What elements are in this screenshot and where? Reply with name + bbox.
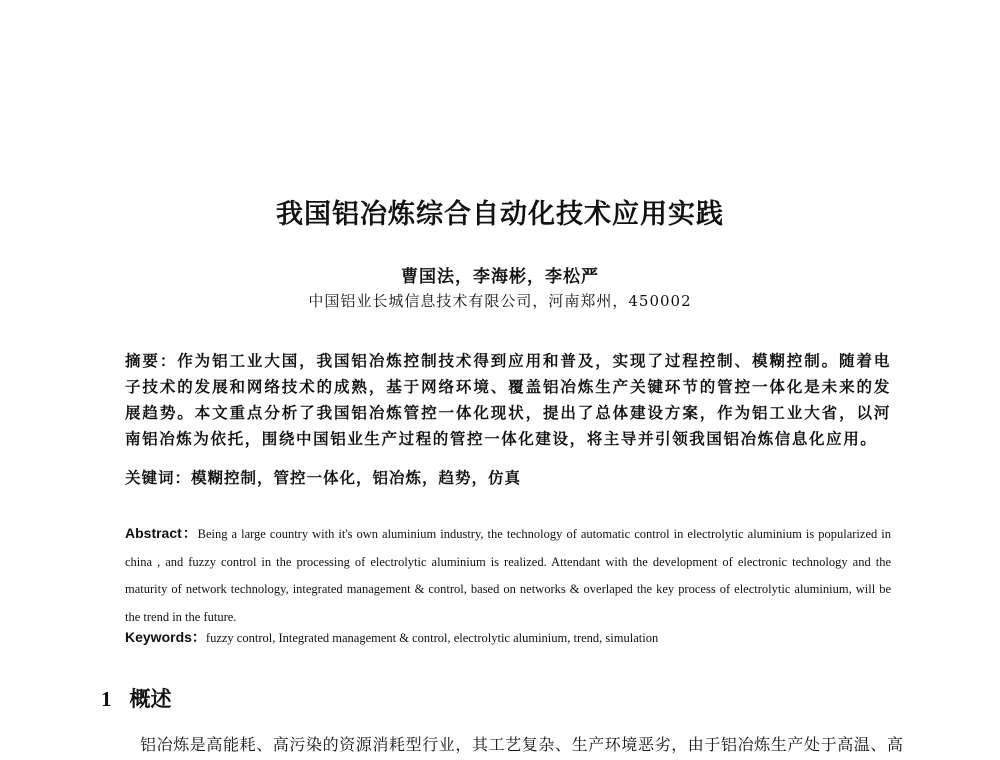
author-affiliation: 中国铝业长城信息技术有限公司，河南郑州，450002: [308, 292, 692, 310]
chinese-abstract-label: 摘要：: [125, 352, 178, 370]
english-abstract: [125, 520, 891, 631]
english-abstract-text: Being a large country with it's own aluminium industry, the technology of automatic control in electrolytic aluminium is popularized in china , and fuzzy control in the processing of electrolytic aluminium is realized. Attendant with the development of electronic technology and the maturity of network technology, integrated management & control, based on networks & overlaped the key process of electrolytic aluminium, will be the trend in the future.: [125, 527, 891, 624]
author-list: 曹国法，李海彬，李松严: [401, 267, 599, 287]
english-abstract-label: Abstract：: [125, 525, 198, 541]
chinese-keywords: [125, 466, 521, 488]
section-title: 概述: [129, 687, 172, 711]
english-keywords-text: fuzzy control, Integrated management & control, electrolytic aluminium, trend, simulation: [205, 631, 659, 645]
paper-title: 我国铝冶炼综合自动化技术应用实践: [276, 199, 724, 230]
section-heading-overview: [101, 683, 172, 713]
chinese-keywords-label: 关键词：: [125, 469, 192, 487]
chinese-keywords-text: 模糊控制，管控一体化，铝冶炼，趋势，仿真: [191, 468, 522, 487]
chinese-abstract: [125, 348, 891, 452]
english-keywords: [125, 627, 658, 647]
body-paragraph: 铝冶炼是高能耗、高污染的资源消耗型行业，其工艺复杂、生产环境恶劣，由于铝冶炼生产处于高温、高: [140, 735, 904, 754]
english-keywords-label: Keywords：: [125, 629, 206, 645]
section-number: 1: [101, 687, 112, 711]
chinese-abstract-text: 作为铝工业大国，我国铝冶炼控制技术得到应用和普及，实现了过程控制、模糊控制。随着电子技术的发展和网络技术的成熟，基于网络环境、覆盖铝冶炼生产关键环节的管控一体化是未来的发展趋势。本文重点分析了我国铝冶炼管控一体化现状，提出了总体建设方案，作为铝工业大省，以河南铝冶炼为依托，围绕中国铝业生产过程的管控一体化建设，将主导并引领我国铝冶炼信息化应用。: [125, 351, 891, 448]
